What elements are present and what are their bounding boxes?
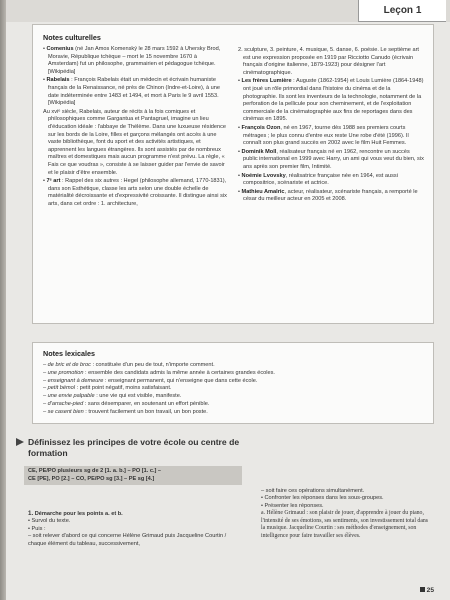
lexical-item: – une envie palpable : une vie qui est visible, manifeste. bbox=[43, 393, 182, 400]
note-entry: • François Ozon, né en 1967, tourne dès 1988 ses premiers courts métrages ; le plus connu d'entre eux reste Une robe d'été (1996). Il connaît son plus grand succès en 2002 avec le film Huit Femmes. bbox=[238, 125, 425, 148]
note-entry: • Dominik Moll, réalisateur français né en 1962, rencontre un succès public international en 1999 avec Harry, un ami qui vous veut du bien, six ans après son premier film, Intimité. bbox=[238, 149, 425, 172]
square-bullet-icon bbox=[420, 587, 425, 592]
lexical-item: – d'arrache-pied : sans désemparer, en soutenant un effort pénible. bbox=[43, 400, 210, 407]
cultural-notes-box bbox=[32, 24, 434, 324]
cultural-notes-columns bbox=[43, 46, 425, 209]
note-entry: 2. sculpture, 3. peinture, 4. musique, 5. danse, 6. poésie. Le septième art est une expression proposée en 1919 par Ricciotto Canudo (écrivain français d'origine italienne, 1879-1923) pour désigner l'art cinématographique. bbox=[238, 47, 419, 76]
step-line: – soit relever d'abord ce qui concerne Hélène Grimaud puis Jacqueline Courtin / chaque élément du tableau, successivement, bbox=[28, 533, 227, 547]
note-entry: • Noémie Lvovsky, réalisatrice française née en 1964, est aussi compositrice, scénariste et actrice. bbox=[238, 173, 425, 188]
lexical-item: – de bric et de broc : constituée d'un peu de tout, n'importe comment. bbox=[43, 362, 215, 368]
note-entry: • Les frères Lumière : Auguste (1862-1954) et Louis Lumière (1864-1948) ont joué un rôle primordial dans l'histoire du cinéma et de la photographie. Ils sont les inventeurs de la technologie, notamment de la perforation de la pellicule pour son cheminement, et de l'exploitation commerciale de la cinématographie aux fins de reportages dans des cinémas en 1895. bbox=[238, 78, 425, 124]
codes-line: CE, PE/PO plusieurs sg de 2 [1. a. b.] – PO [1. c.] – bbox=[28, 468, 162, 474]
step-heading: 1. Démarche pour les points a. et b. bbox=[28, 510, 123, 517]
cultural-notes-right-column bbox=[238, 46, 425, 209]
lexical-item: – enseignant à demeure : enseignant permanent, qui n'enseigne que dans cette école. bbox=[43, 377, 258, 384]
lexical-notes-box bbox=[32, 342, 434, 424]
cultural-notes-left-column bbox=[43, 46, 228, 209]
activity-codes-banner bbox=[24, 466, 242, 485]
step-instructions bbox=[28, 510, 240, 548]
step-line: • Présenter les réponses. bbox=[261, 502, 324, 509]
lesson-tab: Leçon 1 bbox=[358, 0, 446, 22]
textbook-page bbox=[6, 0, 450, 600]
lexical-item: – se casent bien : trouvent facilement un bon travail, un bon poste. bbox=[43, 408, 208, 415]
lexical-notes-title: Notes lexicales bbox=[43, 349, 95, 358]
note-entry: • 7ᵉ art : Rappel des six autres : Hegel (philosophe allemand, 1770-1831), dans son Esthétique, classe les arts selon une double échelle de matérialité décroissante et d'expressivité croissante. Il distingue ainsi six arts, dans cet ordre : 1. architecture, bbox=[43, 178, 228, 208]
step-line: • Survol du texte. bbox=[28, 518, 71, 525]
answer-text: a. Hélène Grimaud : son plaisir de jouer, d'apprendre à jouer du piano, l'intensité de ses émotions, ses sentiments, son investissement total dans la musique. Jacqueline Courtin : ses méthodes d'enseignement, son intelligence pour faire travailler ses élèves. bbox=[261, 510, 429, 539]
note-entry: • Rabelais : François Rabelais était un médecin et écrivain humaniste français de la Renaissance, né près de Chinon (Indre-et-Loire), à une date indéterminée entre 1483 et 1494, et mort à Paris le 9 avril 1553. [Wikipédia] bbox=[43, 77, 228, 107]
codes-line: CE [PE], PO [2.] – CO, PE/PO sg [3.] – PE sg [4.] bbox=[28, 475, 155, 482]
note-entry: Au xviᵉ siècle, Rabelais, auteur de récits à la fois comiques et philosophiques comme Gargantua et Pantagruel, imagine un lieu d'éducation idéale : l'abbaye de Thélème. Dans une luxueuse résidence sur les bords de la Loire, filles et garçons mélangés ont accès à une vaste bibliothèque, font du sport et des activités artistiques, et apprennent les langues étrangères. Ils sont assistés par de nombreux maîtres et domestiques mais aucun programme n'est prévu. La règle, « Fais ce que voudras », consiste à se laisser guider par l'envie de savoir et le plaisir d'être ensemble. bbox=[43, 108, 227, 176]
step-line: • Confronter les réponses dans les sous-groupes. bbox=[261, 495, 384, 502]
step-instructions-continued bbox=[261, 488, 433, 541]
arrow-right-icon bbox=[16, 438, 24, 446]
cultural-notes-title: Notes culturelles bbox=[43, 33, 101, 42]
section-title: Définissez les principes de votre école ou centre de formation bbox=[28, 437, 248, 459]
step-line: • Puis : bbox=[28, 525, 46, 532]
lexical-item: – petit bémol : petit point négatif, moins satisfaisant. bbox=[43, 385, 172, 392]
lexical-item: – une promotion : ensemble des candidats admis la même année à certaines grandes écoles. bbox=[43, 369, 275, 376]
step-line: – soit faire ces opérations simultanément. bbox=[261, 488, 365, 494]
page-number: 25 bbox=[420, 587, 434, 594]
note-entry: • Comenius (né Jan Amos Komenský le 28 mars 1592 à Uhersky Brod, Moravie, République tchèque – mort le 15 novembre 1670 à Amsterdam) fut un philosophe, grammairien et pédagogue tchèque. [Wikipédia] bbox=[43, 46, 228, 76]
note-entry: • Mathieu Amalric, acteur, réalisateur, scénariste français, a remporté le césar du meilleur acteur en 2005 et 2008. bbox=[238, 189, 425, 204]
